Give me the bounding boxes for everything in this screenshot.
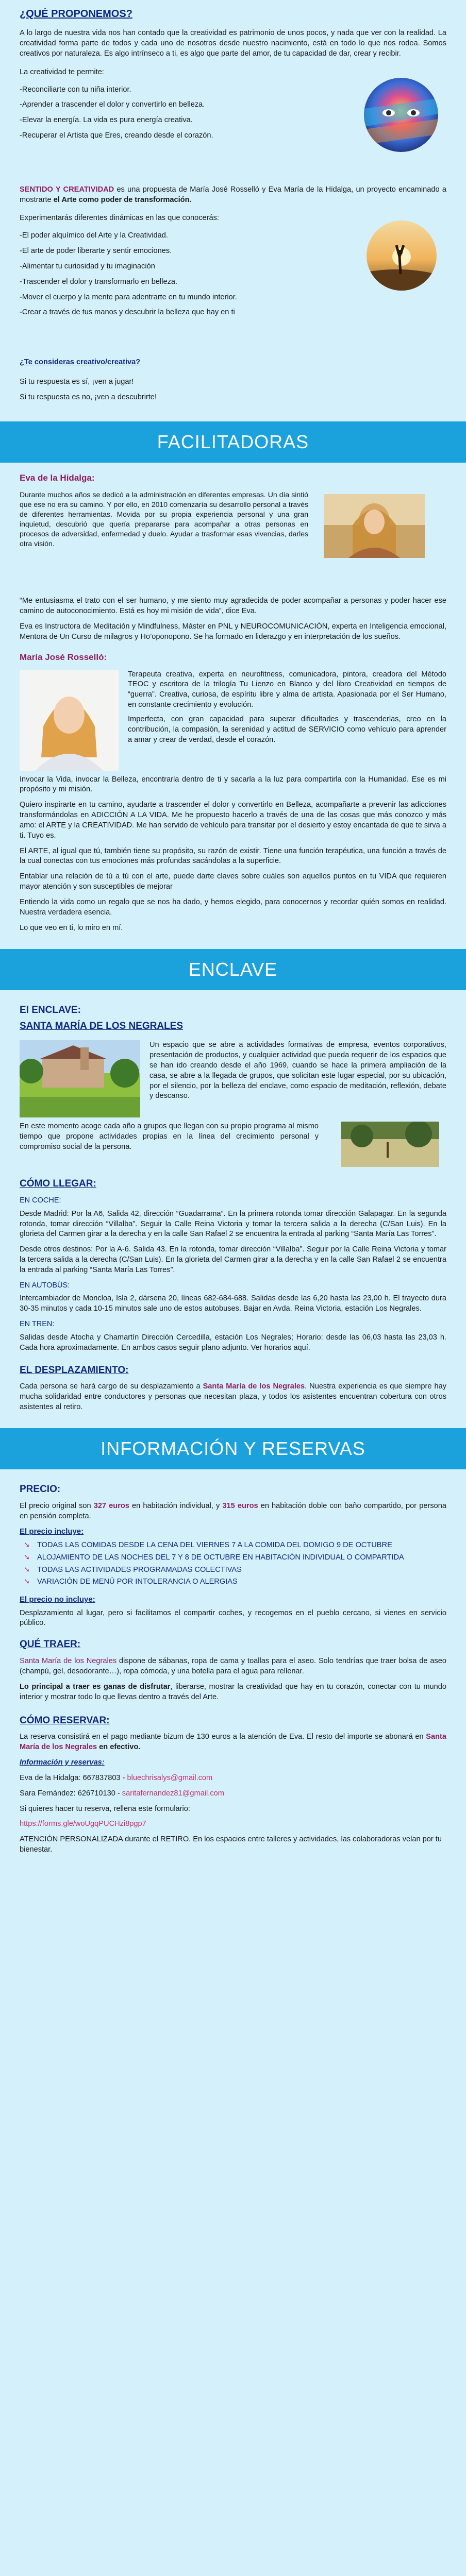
incluye-text: ALOJAMIENTO DE LAS NOCHES DEL 7 Y 8 DE OCTUBRE EN HABITACIÓN INDIVIDUAL O COMPARTIDA: [37, 1553, 404, 1562]
enclave-place: SANTA MARÍA DE LOS NEGRALES: [20, 1021, 184, 1032]
reservar-place: Santa María de los Negrales: [20, 1733, 446, 1752]
contact-eva: [20, 1773, 446, 1784]
mj-photo: [20, 670, 119, 771]
mj-paragraph: Imperfecta, con gran capacidad para superar dificultades y trascenderlas, creo en la contribución, la compasión, la serenidad y actitud de SERVICIO como vehículo para aprender a amar y crear de verdad, desde el corazón.: [128, 715, 446, 744]
contact-sara: [20, 1789, 446, 1799]
contact-sara-phone: Sara Fernández: 626710130 -: [20, 1789, 122, 1798]
mj-paragraph: El ARTE, al igual que tú, también tiene su propósito, su razón de existir. Tiene una función terapéutica, una función a través de la cual conectas con tus emociones más profundas sacándolas a la superficie.: [20, 846, 446, 866]
question-title: ¿Te consideras creativo/creativa?: [20, 358, 141, 367]
permite-item: -Aprender a trascender el dolor y convertirlo en belleza.: [20, 100, 205, 109]
enclave-groups: En este momento acoge cada año a grupos que llegan con su propio programa al mismo tiempo que propone actividades propias en la línea del crecimiento personal y compromiso social de la persona.: [20, 1122, 319, 1151]
sentido-paragraph: [20, 185, 446, 206]
autobus-text: Intercambiador de Moncloa, Isla 2, dársena 20, líneas 682-684-688. Salidas desde las 6,20 hasta las 23,00 h. El trayecto dura 30-35 minutos y cada 10-15 minutos sale uno de estos autobuses. Bajar en Avda. Reina Victoria, estación Los Negrales.: [20, 1294, 446, 1313]
down-right-arrow-icon: ➘: [24, 1578, 30, 1586]
precio-title: PRECIO:: [20, 1483, 61, 1495]
intro-paragraph: A lo largo de nuestra vida nos han contado que la creatividad es patrimonio de unos pocos, y nada que ver con la realidad. La creatividad forma parte de todos y cada uno de nosotros desde nuestro nacimiento, está en todo lo que nos rodea. Somos creativos por naturaleza. Es algo intrínseco a ti, es algo que parte del amor, de tu capacidad de dar, crear y recibir.: [20, 29, 446, 58]
reservar-text: [20, 1732, 446, 1753]
traer-bold: Lo principal a traer es ganas de disfrutar: [20, 1682, 171, 1691]
despl-part: Cada persona se hará cargo de su desplazamiento a: [20, 1382, 203, 1391]
contact-sara-email[interactable]: saritafernandez81@gmail.com: [122, 1789, 224, 1798]
sunset-woman-photo: [367, 221, 437, 291]
coche-madrid: Desde Madrid: Por la A6, Salida 42, dirección “Guadarrama”. En la primera rotonda tomar dirección Galapagar. En la segunda rotonda, tomar dirección “Villalba”. Seguir la Calle Reina Victoria y tomar la tercera salida a la derecha (C/San Luis). En la glorieta del Carmen girar a la derecha y en la calle San Rafael 2 se encuentra la entrada al parking “Santa María Las Torres”.: [20, 1209, 446, 1239]
reservar-title: CÓMO RESERVAR:: [20, 1715, 110, 1726]
desplazamiento-text: [20, 1382, 446, 1413]
precio-text: [20, 1501, 446, 1522]
incluye-item: [24, 1565, 446, 1575]
down-right-arrow-icon: ➘: [24, 1565, 30, 1574]
traer-title: QUÉ TRAER:: [20, 1639, 81, 1650]
enclave-banner: ENCLAVE: [0, 949, 466, 990]
enclave-section: [0, 990, 466, 1413]
exp-item: -Mover el cuerpo y la mente para adentrarte en tu mundo interior.: [20, 293, 237, 301]
sentido-bold: el Arte como poder de transformación.: [53, 195, 192, 204]
final-note: ATENCIÓN PERSONALIZADA durante el RETIRO. En los espacios entre talleres y actividades, las colaboradoras velan por tu bienestar.: [20, 1835, 442, 1854]
enclave-desc-block: [20, 1040, 446, 1122]
inforeservas-title: Información y reservas:: [20, 1758, 105, 1767]
negrales-garden-photo: [341, 1122, 439, 1167]
mj-bio-block: [20, 670, 446, 775]
mj-closing: Lo que veo en ti, lo miro en mí.: [20, 923, 123, 932]
precio-individual: 327 euros: [93, 1501, 129, 1510]
despl-part: . Nuestra experiencia es que siempre hay mucha solidaridad entre conductores y personas que necesitan plaza, y todos los asistentes encuentran cobertura con otros asistentes al retiro.: [20, 1382, 446, 1412]
exp-item: -El poder alquímico del Arte y la Creatividad.: [20, 231, 168, 240]
intro-section: [0, 0, 466, 403]
question-yes: Si tu respuesta es sí, ¡ven a jugar!: [20, 378, 134, 386]
tren-text: Salidas desde Atocha y Chamartín Dirección Cercedilla, estación Los Negrales; Horario: desde las 06,03 hasta las 23,03 h. Cada hora aproximadamente. En ambos casos seguir plano adjunto. Ver horarios aquí.: [20, 1333, 446, 1352]
contact-eva-phone: Eva de la Hidalga: 667837803 -: [20, 1773, 127, 1782]
contact-eva-email[interactable]: bluechrisalys@gmail.com: [127, 1773, 213, 1782]
traer-place: Santa María de los Negrales: [20, 1657, 117, 1666]
coche-title: EN COCHE:: [20, 1196, 61, 1205]
como-llegar-title: CÓMO LLEGAR:: [20, 1178, 96, 1190]
permite-title: La creatividad te permite:: [20, 67, 104, 76]
form-line: Si quieres hacer tu reserva, rellena este formulario:: [20, 1804, 190, 1813]
exp-title: Experimentarás diferentes dinámicas en las que conocerás:: [20, 214, 219, 223]
mj-paragraph: Invocar la Vida, invocar la Belleza, encontrarla dentro de ti y sacarla a la luz para compartirla con la Humanidad. Ese es mi propósito y mi misión.: [20, 775, 446, 794]
incluye-list: [24, 1540, 446, 1587]
mj-paragraph: Entablar una relación de tú a tú con el arte, puede darte claves sobre cuáles son aquellos puntos en tu VIDA que requieren mayor atención y son susceptibles de mejorar: [20, 872, 446, 891]
precio-doble: 315 euros: [222, 1501, 258, 1510]
exp-item: -Crear a través de tus manos y descubrir la belleza que hay en ti: [20, 308, 235, 317]
noincluye-title: El precio no incluye:: [20, 1595, 95, 1604]
permite-item: -Recuperar el Artista que Eres, creando desde el corazón.: [20, 131, 213, 140]
sentido-highlight: SENTIDO Y CREATIVIDAD: [20, 185, 114, 194]
incluye-title: El precio incluye:: [20, 1527, 84, 1536]
desplazamiento-title: EL DESPLAZAMIENTO:: [20, 1364, 129, 1376]
permite-item: -Reconciliarte con tu niña interior.: [20, 85, 131, 94]
incluye-item: [24, 1540, 446, 1551]
incluye-text: TODAS LAS ACTIVIDADES PROGRAMADAS COLECTIVAS: [37, 1565, 242, 1574]
eva-training: Eva es Instructora de Meditación y Mindfulness, Máster en PNL y NEUROCOMUNICACIÓN, experta en Inteligencia emocional, Mentora de Un Curso de milagros y Ho’oponopono. Se ha formado en liderazgo y en interpretación de los sueños.: [20, 622, 446, 641]
face-paint-photo: [364, 78, 438, 152]
incluye-text: TODAS LAS COMIDAS DESDE LA CENA DEL VIERNES 7 A LA COMIDA DEL DOMIGO 9 DE OCTUBRE: [37, 1540, 392, 1549]
mj-paragraph: Entiendo la vida como un regalo que se nos ha dado, y hemos elegido, para conocernos y recordar quién somos en realidad. Nuestra verdadera esencia.: [20, 897, 446, 917]
experimentaras-block: [20, 213, 446, 352]
autobus-title: EN AUTOBÚS:: [20, 1281, 70, 1290]
noincluye-text: Desplazamiento al lugar, pero si facilitamos el compartir coches, y recogemos en el pueblo cercano, si vienes en servicio público.: [20, 1608, 446, 1628]
traer-text: [20, 1656, 446, 1677]
precio-part: en habitación individual, y: [129, 1501, 223, 1510]
enclave-paragraph: Un espacio que se abre a actividades formativas de empresa, eventos corporativos, presentación de productos, y cualquier actividad que pueda requerir de los espacios que se han ido creando desde el año 1969, cuando se hace la primera ampliación de la casa, se abre a la llegada de grupos, que solicitan este lugar especial, por su ubicación, por el silencio, por la belleza del enclave, como espacio de meditación, reflexión, debate y descanso.: [149, 1041, 446, 1100]
form-link[interactable]: https://forms.gle/woUgqPUCHzi8pgp7: [20, 1820, 146, 1828]
despl-place: Santa María de los Negrales: [203, 1382, 305, 1391]
mj-paragraph: Quiero inspirarte en tu camino, ayudarte a trascender el dolor y convertirlo en Belleza, acompañarte a prevenir las adicciones transformándolas en ADICCIÓN A LA VIDA. Me he propuesto hacerlo a través de una de las cosas que más conozco y más amo: el ARTE y la CREATIVIDAD. Me han servido de vehículo para transitar por el desierto y estoy encantada de que te sirva a ti. Tuyo es.: [20, 801, 446, 840]
sentido-text: es una propuesta de María José Rosselló y Eva María de la Hidalga, un proyecto encaminado a mostrarte: [20, 185, 446, 204]
coche-otros: Desde otros destinos: Por la A-6. Salida 43. En la rotonda, tomar dirección “Villalba”. Seguir por la Calle Reina Victoria y tomar la tercera salida a la derecha (C/San Luis). En la glorieta del Carmen girar a la derecha y en la calle San Rafael 2 se encuentra la entrada al parking “Santa María Las Torres”.: [20, 1245, 446, 1274]
eva-paragraph: Durante muchos años se dedicó a la administración en diferentes empresas. Un día sintió que ese no era su camino. Y por ello, en 2010 comenzaría su desarrollo personal a través de diferentes herramientas. Movida por su propia experiencia personal y una gran inquietud, descubrió que quería prepararse para acompañar a otras personas en procesos de adversidad, enfermedad y duelo. Ayudar a trasformar esas vivencias, darles otra visión.: [20, 490, 308, 548]
traer-principal: [20, 1682, 446, 1703]
incluye-item: [24, 1553, 446, 1563]
permite-block: [20, 67, 446, 176]
traer-part: dispone de sábanas, ropa de cama y toallas para el aseo. Solo tendrías que traer bolsa de aseo (champú, gel, desodorante…), ropa cómoda, y una botella para el agua para rellenar.: [20, 1657, 446, 1675]
question-no: Si tu respuesta es no, ¡ven a descubrirte!: [20, 393, 157, 402]
info-banner: INFORMACIÓN Y RESERVAS: [0, 1428, 466, 1469]
facilitadoras-section: [0, 463, 466, 934]
intro-title: ¿QUÉ PROPONEMOS?: [20, 8, 132, 20]
precio-part: en habitación doble con baño compartido, por persona en pensión completa.: [20, 1501, 446, 1520]
incluye-text: VARIACIÓN DE MENÚ POR INTOLERANCIA O ALERGIAS: [37, 1578, 238, 1586]
enclave-groups-block: [20, 1122, 446, 1171]
precio-part: El precio original son: [20, 1501, 94, 1510]
down-right-arrow-icon: ➘: [24, 1553, 30, 1562]
info-section: [0, 1469, 466, 1855]
traer-part: , liberarse, mostrar la creatividad que hay en tu corazón, conectar con tu mundo interior y mostrar todo lo que llevas dentro a través del Arte.: [20, 1682, 447, 1701]
reservar-part: La reserva consistirá en el pago mediante bizum de 130 euros a la atención de Eva. El resto del importe se abonará en: [20, 1733, 426, 1741]
reservar-part: en efectivo.: [97, 1743, 141, 1752]
negrales-building-photo: [20, 1040, 140, 1117]
eva-quote: “Me entusiasma el trato con el ser humano, y me siento muy agradecida de poder acompañar a personas y poder hacer ese camino de autoconocimiento. Está es hoy mi misión de vida”, dice Eva.: [20, 597, 446, 615]
eva-name: Eva de la Hidalga:: [20, 472, 95, 483]
mj-paragraph: Terapeuta creativa, experta en neurofitness, comunicadora, pintora, creadora del Método TEOC y escritora de la trilogía Tu Lienzo en Blanco y del libro Creatividad en tiempos de “guerra”. Creativa, curiosa, de espíritu libre y alma de artista. Apasionada por el Ser Humano, en constante crecimiento y evolución.: [128, 670, 446, 709]
permite-item: -Elevar la energía. La vida es pura energía creativa.: [20, 116, 193, 125]
exp-item: -El arte de poder liberarte y sentir emociones.: [20, 247, 172, 256]
facilitadoras-banner: FACILITADORAS: [0, 421, 466, 463]
eva-bio-block: [20, 490, 446, 596]
down-right-arrow-icon: ➘: [24, 1540, 30, 1549]
incluye-item: [24, 1577, 446, 1587]
exp-item: -Alimentar tu curiosidad y tu imaginación: [20, 262, 155, 270]
tren-title: EN TREN:: [20, 1320, 55, 1329]
exp-item: -Trascender el dolor y transformarlo en belleza.: [20, 277, 178, 286]
enclave-title: El ENCLAVE:: [20, 1004, 81, 1015]
eva-photo: [324, 494, 425, 558]
mj-name: María José Rosselló:: [20, 652, 107, 663]
